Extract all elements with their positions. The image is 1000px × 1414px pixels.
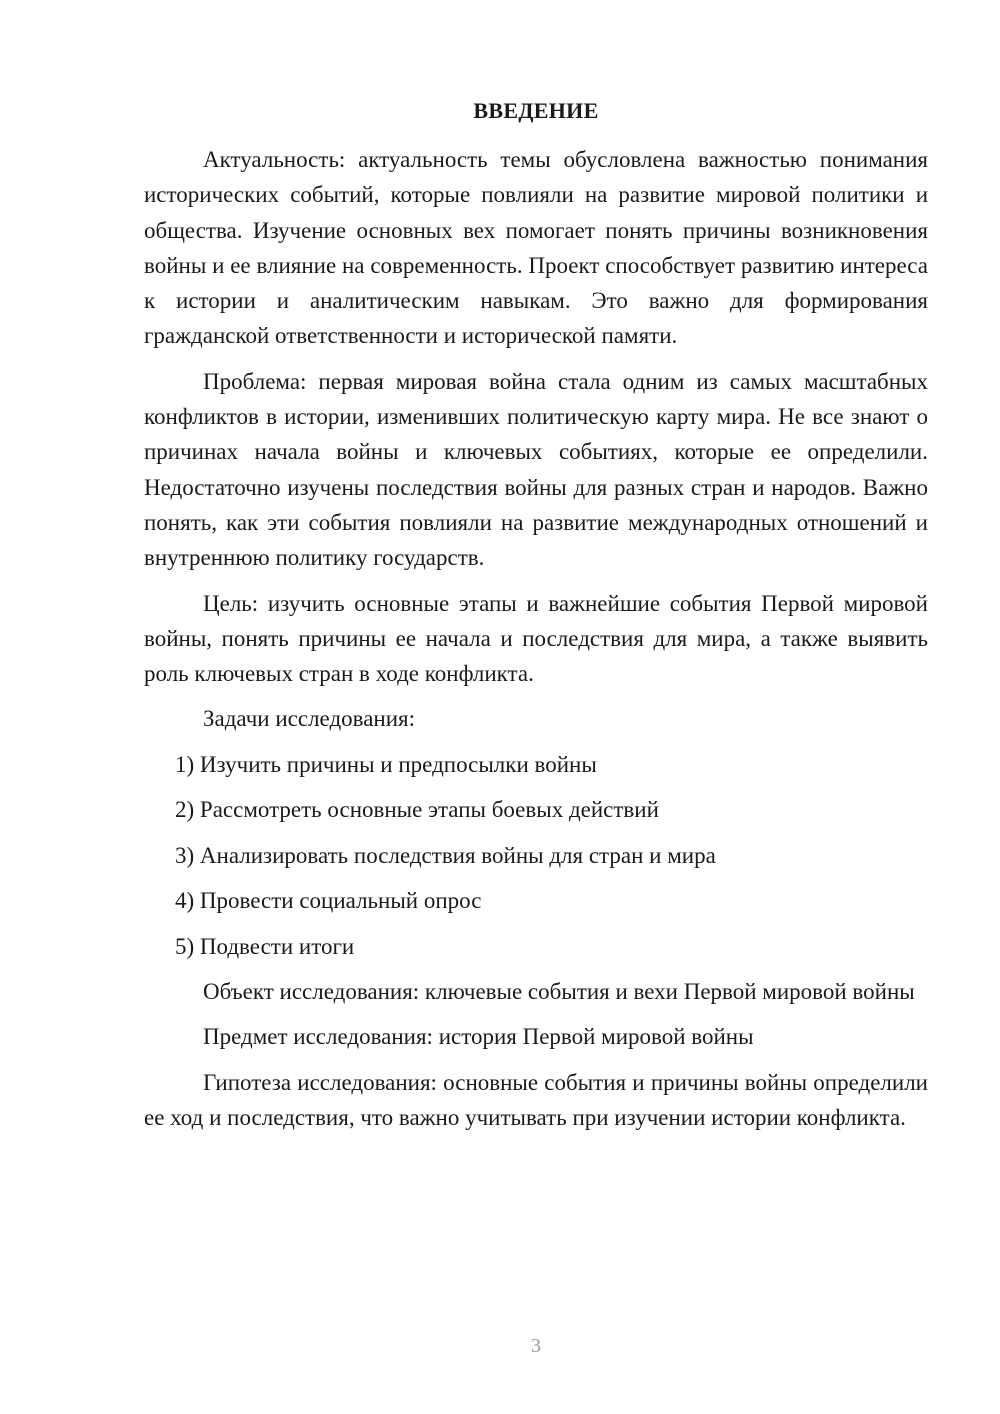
paragraph-subject: Предмет исследования: история Первой мировой войны bbox=[203, 1024, 754, 1050]
paragraph-relevance: Актуальность: актуальность темы обусловлена важностью понимания исторических событий, которые повлияли на развитие мировой политики и общества. Изучение основных вех помогает понять причины возникновения войны и ее влияние на современность. Проект способствует развитию интереса к истории и аналитическим навыкам. Это важно для формирования гражданской ответственности и исторической памяти. bbox=[144, 147, 928, 349]
tasks-list bbox=[144, 747, 928, 964]
paragraph-goal: Цель: изучить основные этапы и важнейшие события Первой мировой войны, понять причины ее начала и последствия для мира, а также выявить роль ключевых стран в ходе конфликта. bbox=[144, 590, 928, 687]
page-title: ВВЕДЕНИЕ bbox=[473, 98, 599, 123]
paragraph-hypothesis: Гипотеза исследования: основные события и причины войны определили ее ход и последствия, что важно учитывать при изучении истории конфликта. bbox=[144, 1069, 928, 1131]
list-item: 5) Подвести итоги bbox=[175, 933, 355, 959]
list-item: 2) Рассмотреть основные этапы боевых действий bbox=[175, 797, 659, 823]
document-body bbox=[144, 142, 928, 1145]
paragraph-object: Объект исследования: ключевые события и вехи Первой мировой войны bbox=[203, 979, 915, 1005]
paragraph-problem: Проблема: первая мировая война стала одним из самых масштабных конфликтов в истории, изменивших политическую карту мира. Не все знают о причинах начала войны и ключевых событиях, которые ее определили. Недостаточно изучены последствия войны для разных стран и народов. Важно понять, как эти события повлияли на развитие международных отношений и внутреннюю политику государств. bbox=[144, 368, 928, 571]
list-item: 3) Анализировать последствия войны для стран и мира bbox=[175, 842, 716, 868]
page-number: 3 bbox=[531, 1335, 541, 1357]
list-item: 1) Изучить причины и предпосылки войны bbox=[175, 751, 597, 777]
list-item: 4) Провести социальный опрос bbox=[175, 888, 482, 914]
paragraph-tasks-heading: Задачи исследования: bbox=[203, 706, 416, 732]
